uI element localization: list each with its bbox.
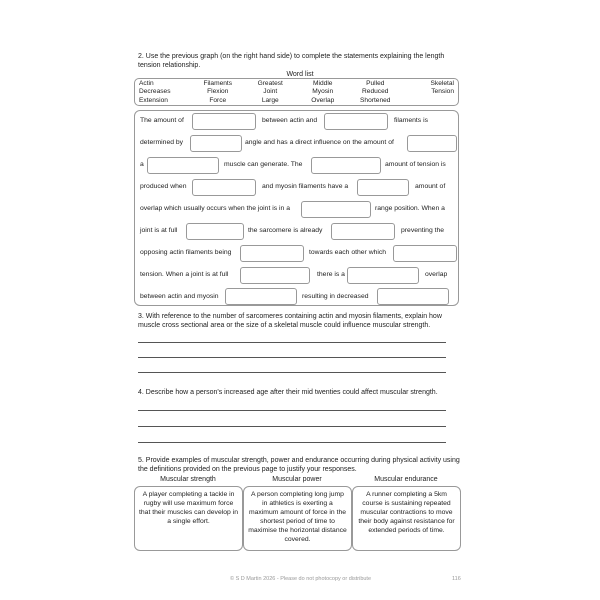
word: Force [209,96,227,104]
word-list-column [349,80,402,104]
example-box-power: A person completing long jump in athletics is exerting a maximum amount of force in the shortest period of time to maximise the horizontal distance covered. [243,486,352,551]
statement-text: the sarcomere is already [248,227,323,234]
word: Overlap [311,96,335,104]
column-heading-strength: Muscular strength [160,476,216,483]
answer-line[interactable] [138,342,446,343]
statement-text: preventing the [401,227,445,234]
word-list-column [192,80,245,104]
statement-text: resulting in decreased [302,293,369,300]
statement-text: filaments is [394,117,428,124]
statement-text: and myosin filaments have a [262,183,349,190]
question-2-text: 2. Use the previous graph (on the right hand side) to complete the statements explaining the length tension relationship. [138,53,445,69]
word: Large [261,96,279,104]
word: Myosin [312,88,334,96]
statement-text: amount of [415,183,446,190]
statement-text: joint is at full [140,227,178,234]
answer-blank[interactable] [377,288,449,305]
answer-blank[interactable] [192,179,256,196]
answer-blank[interactable] [311,157,381,174]
word: Pulled [366,80,385,87]
word-list-column [297,80,350,104]
statement-text: tension. When a joint is at full [140,271,229,278]
answer-blank[interactable] [147,157,219,174]
statement-text: opposing actin filaments being [140,249,232,256]
statement-text: produced when [140,183,187,190]
question-5-text: 5. Provide examples of muscular strength, power and endurance occurring during physical activity using the definitions provided on the previous page to justify your responses. [138,457,460,473]
answer-blank[interactable] [347,267,419,284]
word: Middle [313,80,333,87]
answer-line[interactable] [138,410,446,411]
statement-text: between actin and [262,117,318,124]
answer-blank[interactable] [393,245,457,262]
answer-line[interactable] [138,372,446,373]
word-list-column [244,80,297,104]
word: Shortened [360,96,391,104]
word-list-box [134,78,459,106]
statement-text: a [140,161,144,168]
copyright-notice: © S D Martin 2026 - Please do not photocopy or distribute [230,576,372,582]
statement-text: angle and has a direct influence on the amount of [245,139,394,146]
answer-blank[interactable] [186,223,244,240]
statement-text: overlap which usually occurs when the joint is in a [140,205,290,212]
answer-blank[interactable] [301,201,371,218]
word: Tension [431,88,454,96]
example-box-strength: A player completing a tackle in rugby will use maximum force that their muscles can develop in a single effort. [134,486,243,551]
statement-text: there is a [317,271,345,278]
answer-line[interactable] [138,426,446,427]
statement-text: The amount of [140,117,184,124]
answer-blank[interactable] [240,245,304,262]
answer-blank[interactable] [192,113,256,130]
word: Joint [263,88,278,96]
statement-text: overlap [425,271,448,278]
column-heading-power: Muscular power [272,476,322,483]
fill-in-the-blanks-box [134,110,459,306]
word: Actin [139,80,154,87]
question-3-text: 3. With reference to the number of sarcomeres containing actin and myosin filaments, explain how muscle cross sectional area or the size of a skeletal muscle could influence muscular strength. [138,313,442,329]
statement-text: range position. When a [375,205,445,212]
word-list-column [139,80,192,104]
word-list-column [402,80,455,104]
answer-blank[interactable] [240,267,310,284]
statement-text: towards each other which [309,249,387,256]
statement-text: determined by [140,139,184,146]
word: Filaments [203,80,233,87]
answer-line[interactable] [138,442,446,443]
word: Reduced [362,88,389,96]
example-box-endurance: A runner completing a 5km course is sustaining repeated muscular contractions to move their body against resistance for extended periods of time. [352,486,461,551]
answer-blank[interactable] [407,135,457,152]
page-number: 116 [452,576,461,582]
question-4-text: 4. Describe how a person's increased age after their mid twenties could affect muscular strength. [138,389,438,396]
word: Decreases [139,88,171,96]
answer-blank[interactable] [357,179,409,196]
word: Skeletal [430,80,454,87]
word: Flexion [207,88,229,96]
answer-blank[interactable] [225,288,297,305]
word: Greatest [257,80,283,87]
answer-blank[interactable] [324,113,388,130]
statement-text: between actin and myosin [140,293,219,300]
word-list-title: Word list [286,71,314,78]
answer-blank[interactable] [331,223,395,240]
statement-text: muscle can generate. The [224,161,303,168]
word: Extension [139,96,168,104]
statement-text: amount of tension is [385,161,446,168]
answer-line[interactable] [138,357,446,358]
column-heading-endurance: Muscular endurance [374,476,438,483]
answer-blank[interactable] [190,135,242,152]
